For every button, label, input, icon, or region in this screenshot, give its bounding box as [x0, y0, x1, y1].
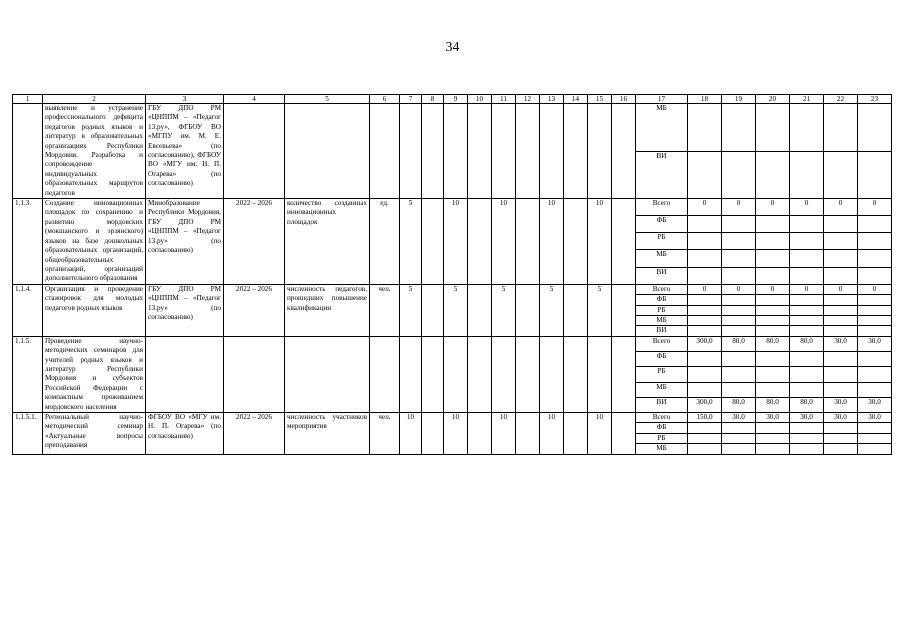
table-row [13, 199, 892, 216]
funding-value [722, 367, 756, 382]
indicator [285, 104, 370, 199]
col-16 [612, 413, 636, 455]
funding-value [756, 352, 790, 367]
column-number: 22 [824, 95, 858, 104]
page-number: 34 [445, 40, 460, 55]
row-number: 1.1.4. [13, 284, 43, 336]
period: 2022 – 2026 [224, 284, 285, 336]
funding-value: 80,0 [722, 336, 756, 351]
funding-value [790, 295, 824, 305]
value-2025: 10 [540, 199, 564, 285]
funding-value [756, 216, 790, 233]
indicator: количество созданных инновационных площадок [285, 199, 370, 285]
col-16 [612, 336, 636, 412]
value-2024 [492, 104, 516, 199]
value-2026: 10 [588, 413, 612, 455]
executor: Минобразование Республики Мордовия, ГБУ ДПО РМ «ЦНППМ – «Педагог 13.ру» (по согласованию) [146, 199, 224, 285]
column-number: 2 [43, 95, 146, 104]
funding-value [688, 423, 722, 433]
funding-value [722, 216, 756, 233]
funding-value [858, 250, 892, 267]
funding-source: ФБ [636, 216, 688, 233]
funding-value: 80,0 [722, 397, 756, 412]
funding-value: 0 [722, 199, 756, 216]
funding-value: 0 [824, 199, 858, 216]
executor: ФГБОУ ВО «МГУ им. Н. П. Огарева» (по согласованию) [146, 413, 224, 455]
funding-value [858, 315, 892, 325]
funding-value: 80,0 [756, 397, 790, 412]
value-2023: 10 [444, 199, 468, 285]
col-12 [516, 284, 540, 336]
funding-value [688, 267, 722, 284]
program-table [12, 94, 892, 455]
funding-value [756, 250, 790, 267]
funding-value [688, 250, 722, 267]
table-row [13, 104, 892, 152]
funding-value [688, 367, 722, 382]
funding-value [756, 367, 790, 382]
funding-value [858, 104, 892, 152]
funding-value [858, 216, 892, 233]
row-number: 1.1.5.1. [13, 413, 43, 455]
funding-value [790, 423, 824, 433]
funding-value [688, 315, 722, 325]
col-10 [468, 336, 492, 412]
table-row [13, 413, 892, 423]
funding-source: ФБ [636, 295, 688, 305]
funding-source: РБ [636, 367, 688, 382]
funding-value [824, 267, 858, 284]
funding-source: ФБ [636, 352, 688, 367]
col-10 [468, 413, 492, 455]
funding-value [722, 326, 756, 336]
funding-value [790, 233, 824, 250]
funding-value [858, 151, 892, 199]
column-number: 9 [444, 95, 468, 104]
value-2026 [588, 104, 612, 199]
unit [370, 104, 400, 199]
value-2025 [540, 336, 564, 412]
indicator: численность участников мероприятия [285, 413, 370, 455]
funding-value [790, 250, 824, 267]
value-2022: 5 [400, 199, 422, 285]
funding-value: 30,0 [824, 336, 858, 351]
col-8 [422, 199, 444, 285]
funding-value: 30,0 [824, 397, 858, 412]
funding-source: РБ [636, 433, 688, 443]
column-number: 17 [636, 95, 688, 104]
value-2024: 5 [492, 284, 516, 336]
funding-value: 0 [688, 199, 722, 216]
funding-value: 0 [756, 199, 790, 216]
funding-value [756, 295, 790, 305]
funding-value [756, 233, 790, 250]
funding-value: 300,0 [688, 336, 722, 351]
funding-value [688, 444, 722, 454]
funding-value [688, 352, 722, 367]
funding-value [722, 267, 756, 284]
funding-value [688, 326, 722, 336]
funding-value [858, 305, 892, 315]
col-14 [564, 413, 588, 455]
funding-value [688, 433, 722, 443]
col-14 [564, 104, 588, 199]
funding-value: 30,0 [858, 336, 892, 351]
funding-value [824, 295, 858, 305]
value-2022 [400, 104, 422, 199]
value-2025 [540, 104, 564, 199]
value-2026: 10 [588, 199, 612, 285]
funding-value [858, 267, 892, 284]
funding-source: МБ [636, 315, 688, 325]
column-number: 14 [564, 95, 588, 104]
funding-value: 0 [688, 284, 722, 294]
column-number: 4 [224, 95, 285, 104]
col-8 [422, 413, 444, 455]
funding-value: 300,0 [688, 397, 722, 412]
column-number: 13 [540, 95, 564, 104]
funding-value: 0 [824, 284, 858, 294]
funding-value: 0 [722, 284, 756, 294]
activity-name: Проведение научно-методических семинаров для учителей родных языков и литератур Республики Мордовия и субъектов Российской Федерации с компактным проживанием мордовского населения [43, 336, 146, 412]
value-2025: 5 [540, 284, 564, 336]
funding-value [756, 315, 790, 325]
period [224, 336, 285, 412]
funding-value [790, 151, 824, 199]
funding-value [756, 104, 790, 152]
row-number [13, 104, 43, 199]
unit: чел. [370, 284, 400, 336]
value-2023 [444, 104, 468, 199]
value-2026 [588, 336, 612, 412]
executor: ГБУ ДПО РМ «ЦНППМ – «Педагог 13.ру» (по согласованию) [146, 284, 224, 336]
funding-value [858, 352, 892, 367]
funding-value [722, 305, 756, 315]
funding-value: 0 [790, 284, 824, 294]
value-2022: 10 [400, 413, 422, 455]
column-number: 18 [688, 95, 722, 104]
row-number: 1.1.3. [13, 199, 43, 285]
funding-value: 0 [756, 284, 790, 294]
funding-value [824, 423, 858, 433]
column-number: 7 [400, 95, 422, 104]
funding-value: 80,0 [756, 336, 790, 351]
funding-value [824, 382, 858, 397]
funding-value [790, 104, 824, 152]
funding-value [824, 433, 858, 443]
funding-value [858, 233, 892, 250]
funding-value [756, 382, 790, 397]
funding-value: 80,0 [790, 336, 824, 351]
unit [370, 336, 400, 412]
funding-value [858, 444, 892, 454]
funding-value [824, 151, 858, 199]
funding-source: МБ [636, 444, 688, 454]
funding-value [722, 444, 756, 454]
funding-value [688, 104, 722, 152]
column-number: 5 [285, 95, 370, 104]
col-12 [516, 199, 540, 285]
funding-value [858, 423, 892, 433]
funding-value [790, 382, 824, 397]
funding-value: 30,0 [858, 413, 892, 423]
funding-source: МБ [636, 104, 688, 152]
funding-value [722, 433, 756, 443]
funding-value [688, 305, 722, 315]
col-8 [422, 336, 444, 412]
col-12 [516, 336, 540, 412]
funding-value [756, 151, 790, 199]
funding-value [858, 382, 892, 397]
activity-name: выявление и устранение профессионального дефицита педагогов родных языков и литератур в образовательных организациях Республики Мордовия. Разработка и сопровождение индивидуальных образовательных маршрутов педагогов [43, 104, 146, 199]
column-number: 23 [858, 95, 892, 104]
funding-value [756, 326, 790, 336]
col-14 [564, 336, 588, 412]
funding-source: ВИ [636, 151, 688, 199]
indicator [285, 336, 370, 412]
funding-source: ВИ [636, 397, 688, 412]
funding-value [824, 104, 858, 152]
funding-value [688, 382, 722, 397]
funding-value [824, 367, 858, 382]
column-number: 19 [722, 95, 756, 104]
funding-value [790, 216, 824, 233]
period [224, 104, 285, 199]
funding-value [824, 444, 858, 454]
column-number: 1 [13, 95, 43, 104]
funding-value: 30,0 [790, 413, 824, 423]
activity-name: Организация и проведение стажировок для молодых педагогов родных языков [43, 284, 146, 336]
value-2022 [400, 336, 422, 412]
funding-value [790, 267, 824, 284]
column-number: 21 [790, 95, 824, 104]
funding-value [858, 433, 892, 443]
funding-value: 30,0 [756, 413, 790, 423]
col-16 [612, 199, 636, 285]
funding-value [722, 295, 756, 305]
funding-value [722, 233, 756, 250]
funding-value [756, 423, 790, 433]
funding-value [790, 367, 824, 382]
funding-value: 0 [858, 284, 892, 294]
funding-source: МБ [636, 382, 688, 397]
funding-source: Всего [636, 413, 688, 423]
funding-value [790, 352, 824, 367]
executor [146, 336, 224, 412]
col-16 [612, 284, 636, 336]
col-10 [468, 284, 492, 336]
period: 2022 – 2026 [224, 199, 285, 285]
col-8 [422, 284, 444, 336]
column-number: 10 [468, 95, 492, 104]
col-16 [612, 104, 636, 199]
row-number: 1.1.5. [13, 336, 43, 412]
funding-value [756, 444, 790, 454]
table-row [13, 336, 892, 351]
funding-value [756, 305, 790, 315]
funding-source: Всего [636, 336, 688, 351]
funding-value [858, 295, 892, 305]
value-2024: 10 [492, 413, 516, 455]
funding-value [688, 151, 722, 199]
funding-value [722, 315, 756, 325]
funding-value: 150,0 [688, 413, 722, 423]
value-2024 [492, 336, 516, 412]
funding-value: 0 [858, 199, 892, 216]
funding-source: МБ [636, 250, 688, 267]
funding-value [824, 216, 858, 233]
funding-source: РБ [636, 305, 688, 315]
funding-value [858, 326, 892, 336]
column-number: 20 [756, 95, 790, 104]
executor: ГБУ ДПО РМ «ЦНППМ – «Педагог 13.ру», ФГБОУ ВО «МГПУ им. М. Е. Евсевьева» (по согласованию), ФГБОУ ВО «МГУ им. Н. П. Огарева» (по согласованию) [146, 104, 224, 199]
col-14 [564, 199, 588, 285]
funding-value [722, 382, 756, 397]
column-number: 3 [146, 95, 224, 104]
column-number: 16 [612, 95, 636, 104]
funding-value: 30,0 [722, 413, 756, 423]
funding-value [790, 305, 824, 315]
col-10 [468, 199, 492, 285]
column-number: 8 [422, 95, 444, 104]
funding-value: 80,0 [790, 397, 824, 412]
funding-source: ФБ [636, 423, 688, 433]
value-2024: 10 [492, 199, 516, 285]
funding-value [722, 250, 756, 267]
unit: ед. [370, 199, 400, 285]
activity-name: Региональный научно-методический семинар «Актуальные вопросы преподавания [43, 413, 146, 455]
column-number: 11 [492, 95, 516, 104]
funding-value [790, 315, 824, 325]
funding-value [756, 267, 790, 284]
value-2023: 10 [444, 413, 468, 455]
funding-value [756, 433, 790, 443]
period: 2022 – 2026 [224, 413, 285, 455]
funding-value [722, 151, 756, 199]
column-number: 12 [516, 95, 540, 104]
funding-source: РБ [636, 233, 688, 250]
funding-value [688, 233, 722, 250]
value-2025: 10 [540, 413, 564, 455]
funding-value [688, 295, 722, 305]
funding-value [824, 305, 858, 315]
funding-value [790, 444, 824, 454]
funding-value [688, 216, 722, 233]
col-12 [516, 413, 540, 455]
funding-value: 0 [790, 199, 824, 216]
funding-value [722, 423, 756, 433]
funding-source: Всего [636, 284, 688, 294]
indicator: численность педагогов, прошедших повышение квалификации [285, 284, 370, 336]
col-10 [468, 104, 492, 199]
funding-value [824, 233, 858, 250]
funding-source: ВИ [636, 326, 688, 336]
column-number-row [13, 95, 892, 104]
column-number: 6 [370, 95, 400, 104]
funding-value [722, 104, 756, 152]
col-14 [564, 284, 588, 336]
funding-value [824, 352, 858, 367]
funding-value [824, 315, 858, 325]
funding-source: ВИ [636, 267, 688, 284]
col-12 [516, 104, 540, 199]
funding-value [824, 250, 858, 267]
activity-name: Создание инновационных площадок по сохранению и развитию мордовских (мокшанского и эрзянского) языков на базе дошкольных образовательных организаций, общеобразовательных организаций, организаций дополнительного образования [43, 199, 146, 285]
funding-value [824, 326, 858, 336]
unit: чел. [370, 413, 400, 455]
funding-value [858, 367, 892, 382]
table-row [13, 284, 892, 294]
funding-source: Всего [636, 199, 688, 216]
value-2023 [444, 336, 468, 412]
funding-value: 30,0 [824, 413, 858, 423]
funding-value [790, 433, 824, 443]
value-2022: 5 [400, 284, 422, 336]
col-8 [422, 104, 444, 199]
funding-value [790, 326, 824, 336]
value-2023: 5 [444, 284, 468, 336]
column-number: 15 [588, 95, 612, 104]
funding-value: 30,0 [858, 397, 892, 412]
value-2026: 5 [588, 284, 612, 336]
funding-value [722, 352, 756, 367]
